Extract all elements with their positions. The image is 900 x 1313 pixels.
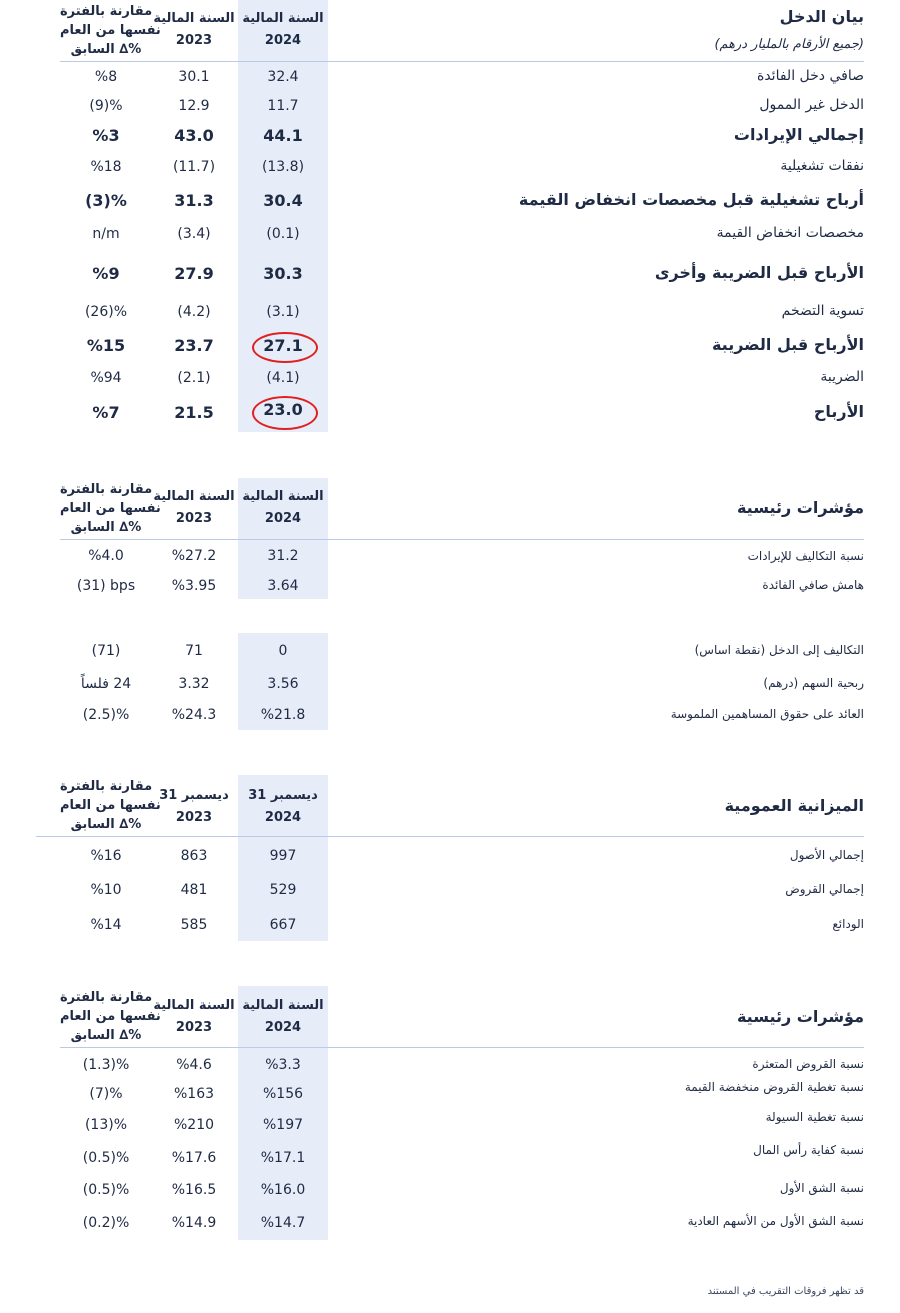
- column-header-fy2024: السنة المالية 2024: [242, 998, 324, 1035]
- highlight-circle: [252, 396, 318, 430]
- value-2023: (3.4): [177, 226, 211, 242]
- value-change: %4.0: [88, 548, 124, 564]
- row-label: نسبة تغطية القروض منخفضة القيمة: [684, 1080, 864, 1094]
- value-change: 24 فلساً: [80, 676, 132, 692]
- value-2023: 3.32: [178, 676, 210, 692]
- row-label: نسبة كفاية رأس المال: [753, 1143, 864, 1157]
- value-2023: 30.1: [178, 69, 210, 85]
- value-change: %94: [90, 370, 122, 386]
- column-header-dec-2023: 31 ديسمبر 2023: [159, 788, 229, 825]
- value-change: (2.5)%: [82, 707, 130, 723]
- value-2023: 585: [180, 917, 208, 933]
- value-change: (13)%: [84, 1117, 128, 1133]
- section-title: مؤشرات رئيسية: [736, 1007, 864, 1026]
- value-2024: 0: [278, 643, 288, 659]
- value-2023: %3.95: [171, 578, 217, 594]
- column-header-fy2024: السنة المالية 2024: [242, 11, 324, 48]
- row-label: إجمالي الإيرادات: [733, 125, 864, 144]
- column-header-fy2024: السنة المالية 2024: [242, 489, 324, 526]
- row-label: الأرباح قبل الضريبة: [711, 335, 864, 354]
- footnote: قد تظهر فروقات التقريب في المستند: [707, 1286, 864, 1297]
- value-2023: %17.6: [171, 1150, 217, 1166]
- row-label: الضريبة: [820, 369, 864, 385]
- value-2024: 529: [269, 882, 297, 898]
- row-label: إجمالي الأصول: [789, 848, 864, 862]
- row-label: ربحية السهم (درهم): [763, 676, 864, 690]
- value-2024: (0.1): [266, 226, 300, 242]
- value-2024: 31.2: [267, 548, 299, 564]
- column-header-yoy-change: مقارنة بالفترة نفسها من العام السابق ∆%: [60, 990, 161, 1043]
- column-header-dec-2024: 31 ديسمبر 2024: [248, 788, 318, 825]
- value-change: (0.2)%: [82, 1215, 130, 1231]
- value-2024: 667: [269, 917, 297, 933]
- row-label: الودائع: [832, 917, 864, 931]
- row-label: هامش صافي الفائدة: [762, 578, 864, 592]
- column-header-yoy-change: مقارنة بالفترة نفسها من العام السابق ∆%: [60, 4, 161, 57]
- section-subtitle: (جميع الأرقام بالمليار درهم): [714, 37, 864, 52]
- value-2024: (3.1): [266, 304, 300, 320]
- value-2023: 21.5: [174, 403, 214, 422]
- value-2023: %4.6: [176, 1057, 212, 1073]
- row-label: نسبة تغطية السيولة: [765, 1110, 864, 1124]
- value-change: (0.5)%: [82, 1182, 130, 1198]
- value-2024: %197: [262, 1117, 304, 1133]
- header-rule: [36, 836, 864, 837]
- value-change: %15: [86, 336, 126, 355]
- row-label: مخصصات انخفاض القيمة: [716, 225, 864, 241]
- column-header-yoy-change: مقارنة بالفترة نفسها من العام السابق ∆%: [60, 482, 161, 535]
- value-change: %14: [90, 917, 122, 933]
- value-2023: %14.9: [171, 1215, 217, 1231]
- value-change: (0.5)%: [82, 1150, 130, 1166]
- header-rule: [60, 1047, 864, 1048]
- value-2024: 3.64: [267, 578, 299, 594]
- value-2024: 23.0: [263, 400, 303, 419]
- row-label: نسبة الشق الأول: [779, 1181, 864, 1195]
- row-label: نفقات تشغيلية: [780, 158, 864, 174]
- column-header-fy2023: السنة المالية 2023: [153, 998, 235, 1035]
- value-2024: %16.0: [260, 1182, 306, 1198]
- value-2023: 12.9: [178, 98, 210, 114]
- header-rule: [60, 539, 864, 540]
- value-2024: 3.56: [267, 676, 299, 692]
- value-2023: 23.7: [174, 336, 214, 355]
- value-2024: %21.8: [260, 707, 306, 723]
- value-2023: %163: [173, 1086, 215, 1102]
- row-label: نسبة التكاليف للإيرادات: [747, 549, 864, 563]
- value-change: %9: [92, 264, 120, 283]
- value-2023: 863: [180, 848, 208, 864]
- row-label: إجمالي القروض: [785, 882, 864, 896]
- value-2024: 30.3: [263, 264, 303, 283]
- section-title: الميزانية العمومية: [724, 796, 864, 815]
- value-2023: 43.0: [174, 126, 214, 145]
- value-2023: 481: [180, 882, 208, 898]
- value-change: (31) bps: [76, 578, 136, 594]
- column-header-yoy-change: مقارنة بالفترة نفسها من العام السابق ∆%: [60, 779, 161, 832]
- row-label: نسبة الشق الأول من الأسهم العادية: [687, 1214, 864, 1228]
- value-2024: (4.1): [266, 370, 300, 386]
- value-2023: (2.1): [177, 370, 211, 386]
- value-2023: %210: [173, 1117, 215, 1133]
- value-change: %10: [90, 882, 122, 898]
- value-2023: 27.9: [174, 264, 214, 283]
- row-label: الأرباح قبل الضريبة وأخرى: [654, 263, 864, 282]
- value-2023: %27.2: [171, 548, 217, 564]
- value-2024: %17.1: [260, 1150, 306, 1166]
- column-header-fy2023: السنة المالية 2023: [153, 11, 235, 48]
- row-label: الأرباح: [813, 402, 864, 421]
- value-change: %7: [92, 403, 120, 422]
- value-change: (9)%: [89, 98, 123, 114]
- highlight-circle: [252, 332, 318, 363]
- value-2023: 71: [185, 643, 203, 659]
- value-change: n/m: [92, 226, 120, 242]
- value-change: %3: [92, 126, 120, 145]
- value-2024: 27.1: [263, 336, 303, 355]
- row-label: تسوية التضخم: [781, 303, 864, 319]
- row-label: الدخل غير الممول: [759, 97, 864, 113]
- value-change: (3)%: [85, 191, 127, 210]
- value-2024: 30.4: [263, 191, 303, 210]
- value-2023: %24.3: [171, 707, 217, 723]
- value-change: (7)%: [89, 1086, 123, 1102]
- row-label: العائد على حقوق المساهمين الملموسة: [670, 707, 864, 721]
- row-label: صافي دخل الفائدة: [757, 68, 864, 84]
- value-2023: 31.3: [174, 191, 214, 210]
- value-2024: 32.4: [267, 69, 299, 85]
- value-2024: 11.7: [267, 98, 299, 114]
- value-2023: (11.7): [172, 159, 216, 175]
- value-2024: 997: [269, 848, 297, 864]
- value-2024: %14.7: [260, 1215, 306, 1231]
- value-change: %16: [90, 848, 122, 864]
- section-title: مؤشرات رئيسية: [736, 498, 864, 517]
- section-title: بيان الدخل: [779, 7, 864, 26]
- value-2024: %156: [262, 1086, 304, 1102]
- value-change: (71): [91, 643, 121, 659]
- value-2024: %3.3: [265, 1057, 301, 1073]
- value-2023: (4.2): [177, 304, 211, 320]
- value-change: (26)%: [84, 304, 128, 320]
- value-2024: 44.1: [263, 126, 303, 145]
- value-change: %18: [90, 159, 122, 175]
- row-label: التكاليف إلى الدخل (نقطة اساس): [694, 643, 864, 657]
- value-change: %8: [94, 69, 118, 85]
- row-label: نسبة القروض المتعثرة: [752, 1057, 864, 1071]
- column-header-fy2023: السنة المالية 2023: [153, 489, 235, 526]
- value-2024: (13.8): [261, 159, 305, 175]
- value-2023: %16.5: [171, 1182, 217, 1198]
- fy2024-column-highlight: [238, 0, 328, 432]
- value-change: (1.3)%: [82, 1057, 130, 1073]
- header-rule: [60, 61, 864, 62]
- row-label: أرباح تشغيلية قبل مخصصات انخفاض القيمة: [518, 190, 864, 209]
